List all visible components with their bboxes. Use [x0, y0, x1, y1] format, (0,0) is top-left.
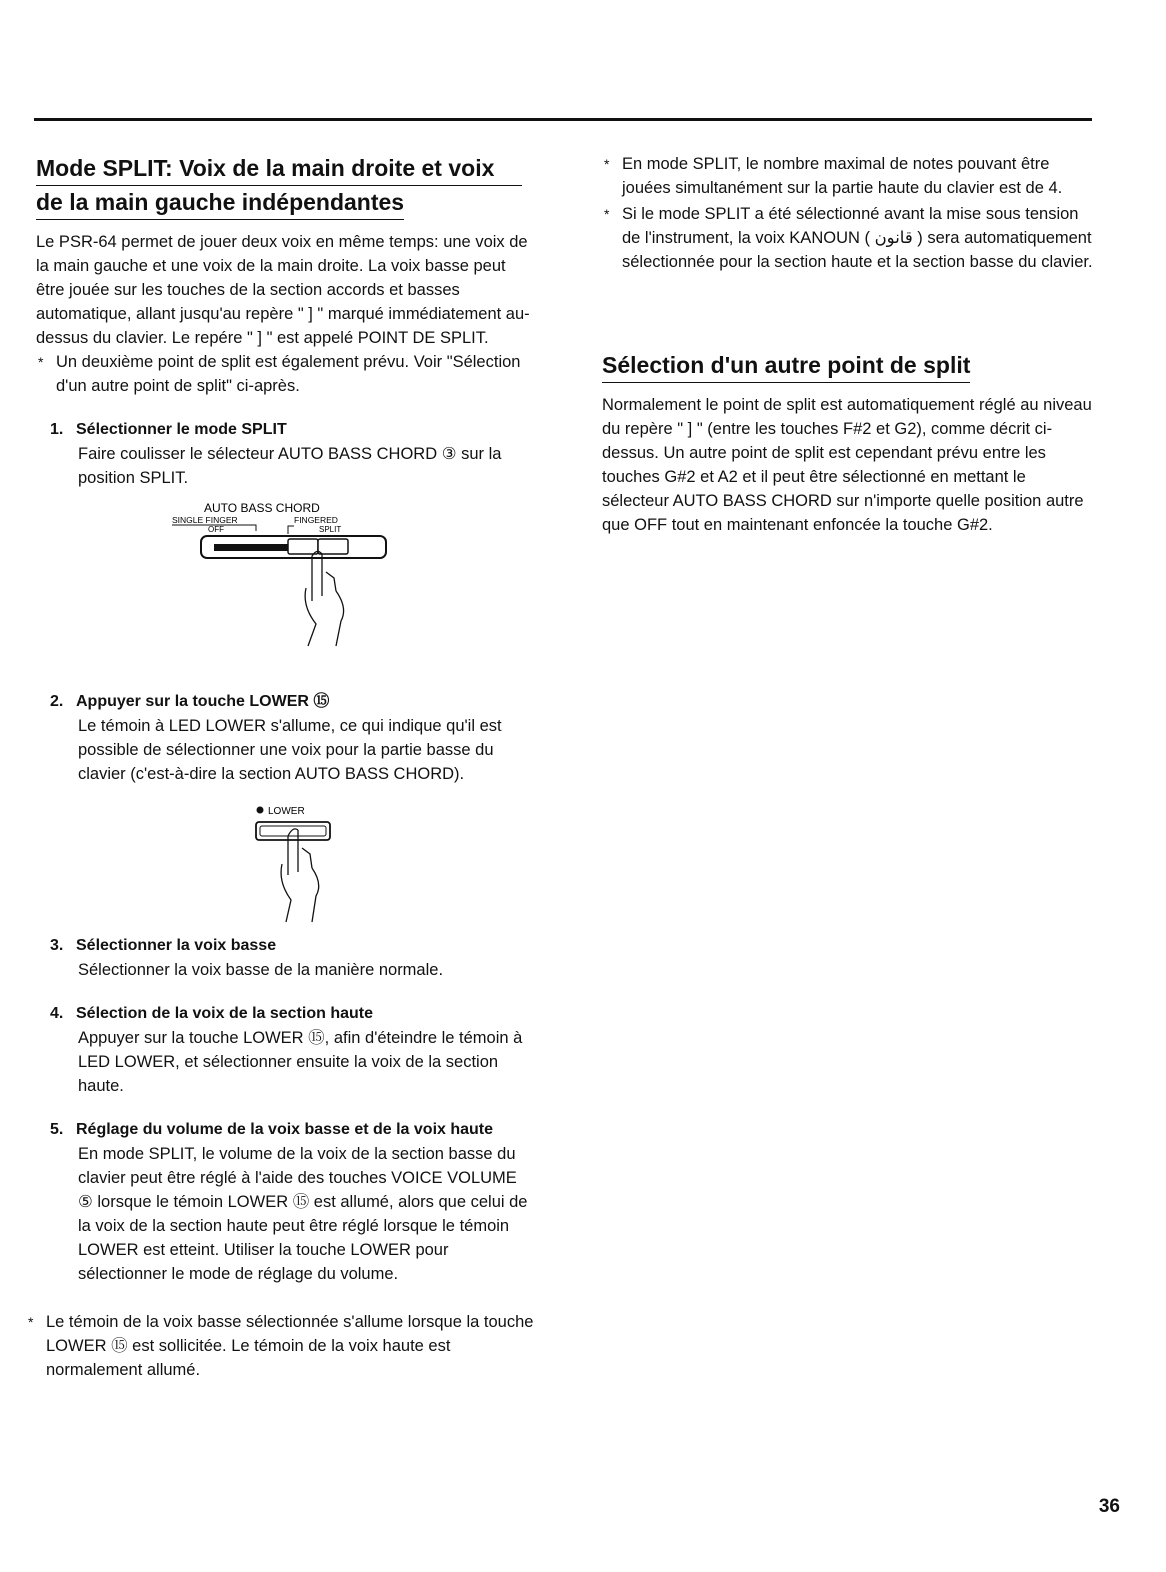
abc-single-finger: SINGLE FINGER	[172, 515, 238, 525]
note-bullet: * Un deuxième point de split est également prévu. Voir "Sélection d'un autre point de split" ci-après.	[36, 350, 536, 398]
section-other-split-point	[602, 348, 1094, 537]
final-note-bullet: * Le témoin de la voix basse sélectionnée s'allume lorsque la touche LOWER ⑮ est sollicitée. Le témoin de la voix haute est normalement allumé.	[26, 1310, 536, 1382]
step-2-body: Le témoin à LED LOWER s'allume, ce qui indique qu'il est possible de sélectionner une voix pour la partie basse du clavier (c'est-à-dire la section AUTO BASS CHORD).	[78, 717, 502, 783]
right-column	[602, 152, 1094, 537]
title-line-2: de la main gauche indépendantes	[36, 186, 404, 220]
step-4-body: Appuyer sur la touche LOWER ⑮, afin d'éteindre le témoin à LED LOWER, et sélectionner ensuite la voix de la section haute.	[78, 1029, 523, 1095]
section-title-split	[36, 152, 536, 220]
auto-bass-chord-illustration	[36, 496, 536, 666]
abc-fingered: FINGERED	[294, 515, 338, 525]
title-line-1: Mode SPLIT: Voix de la main droite et voix	[36, 152, 522, 186]
step-1-title: 1. Sélectionner le mode SPLIT	[50, 421, 287, 438]
top-rule	[34, 118, 1092, 121]
lower-button-figure	[36, 800, 536, 930]
right-bullets	[602, 152, 1094, 274]
abc-heading: AUTO BASS CHORD	[204, 501, 320, 515]
bullet-kanoun: * Si le mode SPLIT a été sélectionné avant la mise sous tension de l'instrument, la voix KANOUN ( قانون ) sera automatiquement sélectionnée pour la section haute et la section basse du clavier.	[602, 202, 1094, 274]
lower-button-illustration	[36, 800, 536, 930]
step-1-body: Faire coulisser le sélecteur AUTO BASS CHORD ③ sur la position SPLIT.	[78, 445, 502, 487]
step-4-title: 4. Sélection de la voix de la section haute	[50, 1005, 373, 1022]
step-1	[36, 418, 536, 490]
step-3-body: Sélectionner la voix basse de la manière normale.	[78, 961, 444, 979]
section-title-other-split: Sélection d'un autre point de split	[602, 348, 970, 383]
bullet-max-notes: * En mode SPLIT, le nombre maximal de notes pouvant être jouées simultanément sur la partie haute du clavier est de 4.	[602, 152, 1094, 200]
lower-label: LOWER	[268, 806, 305, 817]
step-5-body: En mode SPLIT, le volume de la voix de la section basse du clavier peut être réglé à l'aide des touches VOICE VOLUME ⑤ lorsque le témoin LOWER ⑮ est allumé, alors que celui de la voix de la section haute peut être réglé lorsque le témoin LOWER est etteint. Utiliser la touche LOWER pour sélectionner le mode de réglage du volume.	[78, 1145, 528, 1283]
step-2-title: 2. Appuyer sur la touche LOWER ⑮	[50, 693, 330, 710]
step-2	[36, 690, 536, 786]
page-number: 36	[1098, 1496, 1120, 1517]
step-3	[36, 934, 536, 982]
auto-bass-chord-figure	[36, 496, 536, 666]
section-other-split-body: Normalement le point de split est automatiquement réglé au niveau du repère " ] " (entre les touches F#2 et G2), comme décrit ci-dessus. Un autre point de split est cependant prévu entre les touches G#2 et A2 et il peut être sélectionné en mettant le sélecteur AUTO BASS CHORD sur n'importe quelle position autre que OFF tout en maintenant enfoncée la touche G#2.	[602, 396, 1092, 534]
step-3-title: 3. Sélectionner la voix basse	[50, 937, 277, 954]
step-5-title: 5. Réglage du volume de la voix basse et de la voix haute	[50, 1121, 494, 1138]
step-5	[36, 1118, 536, 1286]
intro-paragraph: Le PSR-64 permet de jouer deux voix en même temps: une voix de la main gauche et une voix de la main droite. La voix basse peut être jouée sur les touches de la section accords et basses automatique, allant jusqu'au repère " ] " marqué immédiatement au-dessus du clavier. Le repére " ] " est appelé POINT DE SPLIT.	[36, 233, 530, 347]
abc-off: OFF	[208, 525, 224, 534]
abc-split: SPLIT	[319, 525, 342, 534]
left-column	[36, 152, 536, 1382]
step-4	[36, 1002, 536, 1098]
